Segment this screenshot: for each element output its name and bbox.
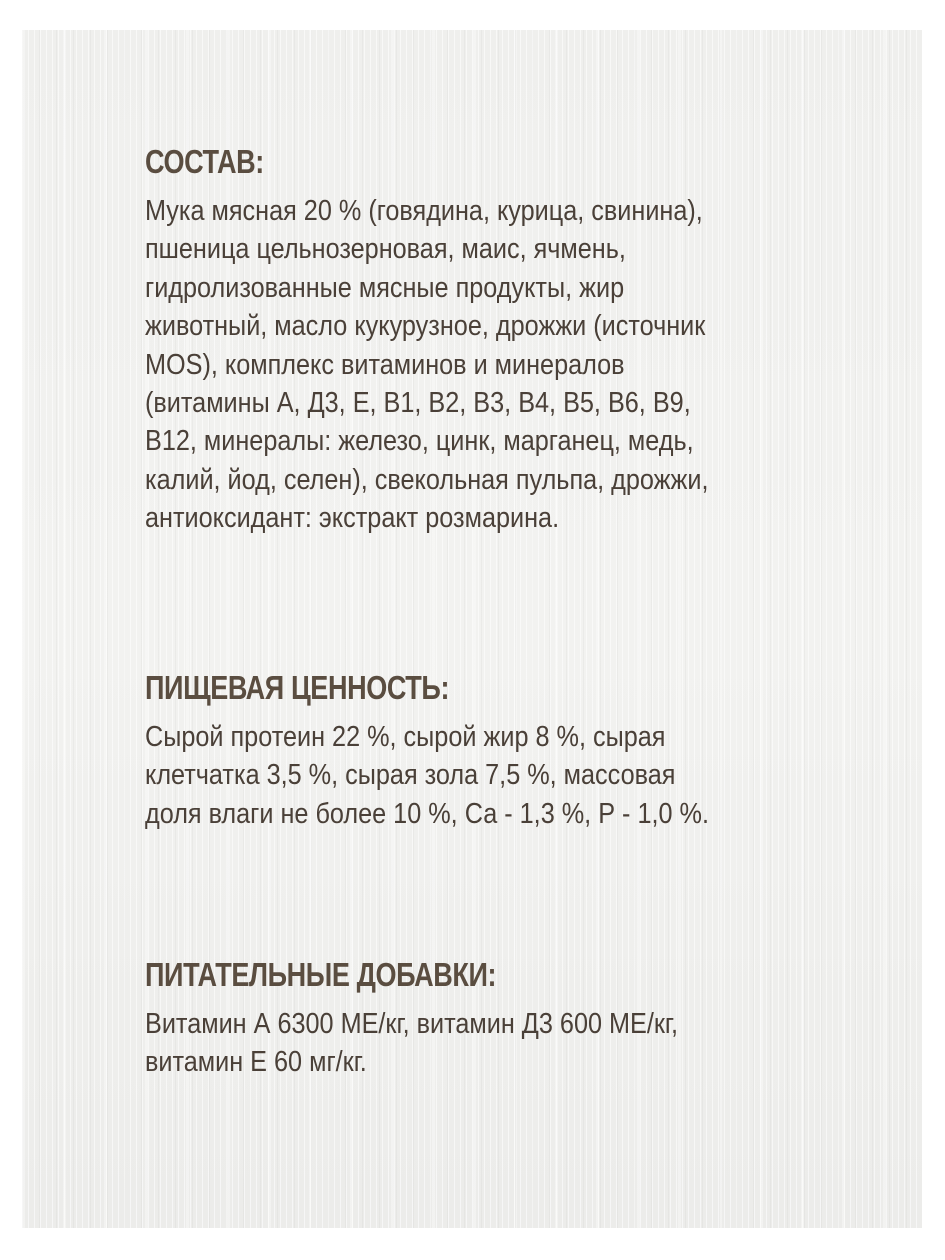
composition-heading: СОСТАВ: (145, 143, 264, 180)
nutrition-heading: ПИЩЕВАЯ ЦЕННОСТЬ: (145, 669, 450, 706)
nutrition-section (145, 668, 825, 833)
additives-text: Витамин А 6300 МЕ/кг, витамин Д3 600 МЕ/кг, витамин Е 60 мг/кг. (145, 1008, 679, 1079)
composition-text: Мука мясная 20 % (говядина, курица, свинина), пшеница цельнозерновая, маис, ячмень, гидролизованные мясные продукты, жир животный, масло кукурузное, дрожжи (источник MOS), комплекс витаминов и минералов (витамины А, Д3, Е, В1, В2, В3, В4, В5, В6, В9, В12, минералы: железо, цинк, марганец, медь, калий, йод, селен), свекольная пульпа, дрожжи, антиоксидант: экстракт розмарина. (145, 195, 709, 535)
additives-section (145, 955, 825, 1082)
composition-section (145, 142, 825, 538)
nutrition-text: Сырой протеин 22 %, сырой жир 8 %, сырая клетчатка 3,5 %, сырая зола 7,5 %, массовая доля влаги не более 10 %, Са - 1,3 %, Р - 1,0 %. (145, 721, 709, 830)
additives-heading: ПИТАТЕЛЬНЫЕ ДОБАВКИ: (145, 956, 497, 993)
